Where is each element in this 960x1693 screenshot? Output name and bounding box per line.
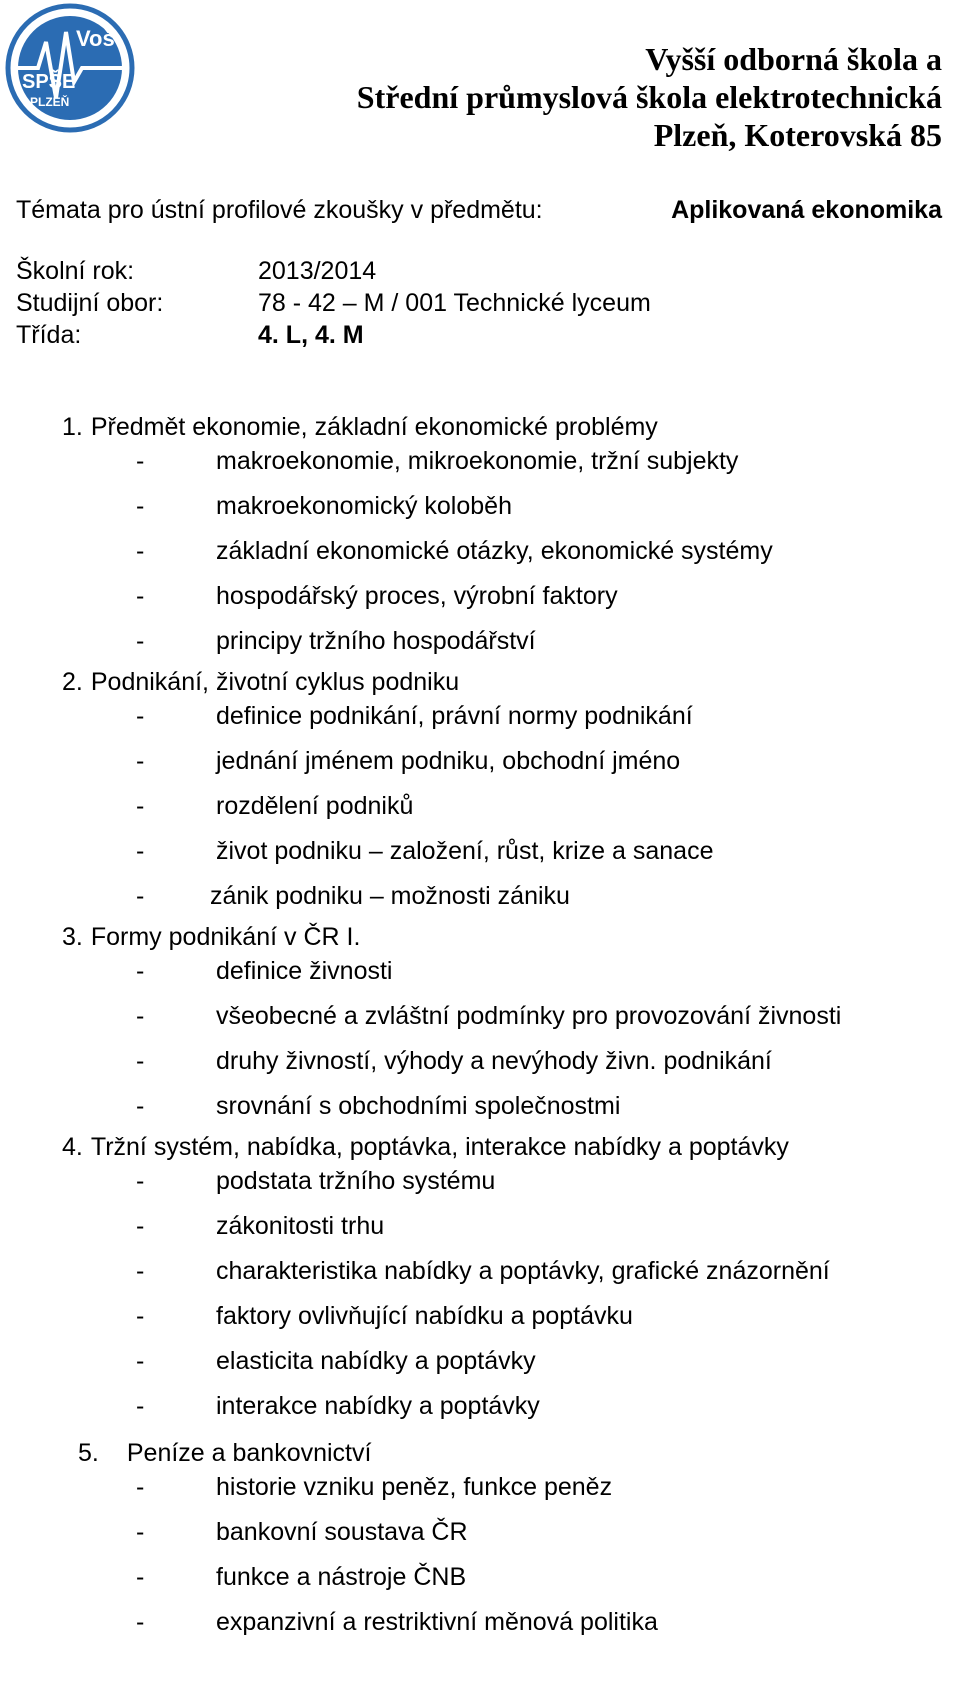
list-item-text: zákonitosti trhu: [216, 1212, 385, 1240]
list-item-text: rozdělení podniků: [216, 792, 414, 820]
list-item-text: definice živnosti: [216, 957, 393, 985]
list-item-text: život podniku – založení, růst, krize a sanace: [216, 837, 714, 865]
bullet-dash: -: [136, 1092, 145, 1120]
bullet-dash: -: [136, 1047, 145, 1075]
list-item-text: makroekonomie, mikroekonomie, tržní subjekty: [216, 447, 739, 475]
bullet-dash: -: [136, 1392, 145, 1420]
study-field-value: 78 - 42 – M / 001 Technické lyceum: [258, 289, 651, 317]
list-item-text: interakce nabídky a poptávky: [216, 1392, 540, 1420]
list-item-text: základní ekonomické otázky, ekonomické systémy: [216, 537, 773, 565]
topic-title-text: Tržní systém, nabídka, poptávka, interakce nabídky a poptávky: [90, 1133, 789, 1161]
topic-title-text: Předmět ekonomie, základní ekonomické problémy: [90, 413, 658, 441]
study-field-label: Studijní obor:: [16, 289, 164, 317]
topic-number: 5.: [78, 1439, 99, 1467]
list-item-text: zánik podniku – možnosti zániku: [210, 882, 570, 910]
bullet-dash: -: [136, 1002, 145, 1030]
school-logo: [4, 2, 136, 134]
bullet-dash: -: [136, 1518, 145, 1546]
list-item-text: srovnání s obchodními společnostmi: [216, 1092, 621, 1120]
logo-text-vos: Voš: [76, 26, 115, 51]
list-item-text: makroekonomický koloběh: [216, 492, 512, 520]
topic-number: 4.: [62, 1133, 83, 1161]
bullet-dash: -: [136, 537, 145, 565]
topic-title-text: Formy podnikání v ČR I.: [90, 923, 361, 951]
bullet-dash: -: [136, 1302, 145, 1330]
subject-value: Aplikovaná ekonomika: [671, 196, 942, 224]
subject-label: Témata pro ústní profilové zkoušky v předmětu:: [16, 196, 543, 224]
list-item-text: definice podnikání, právní normy podnikání: [216, 702, 693, 730]
bullet-dash: -: [136, 747, 145, 775]
logo-text-plzen: PLZEŇ: [30, 95, 70, 109]
bullet-dash: -: [136, 837, 145, 865]
list-item-text: druhy živností, výhody a nevýhody živn. podnikání: [216, 1047, 772, 1075]
bullet-dash: -: [136, 1563, 145, 1591]
topic-title-4: [62, 1132, 789, 1162]
list-item-text: funkce a nástroje ČNB: [216, 1563, 467, 1591]
list-item-text: podstata tržního systému: [216, 1167, 496, 1195]
topic-title-2: [62, 667, 459, 697]
topic-number: 3.: [62, 923, 83, 951]
bullet-dash: -: [136, 702, 145, 730]
list-item-text: jednání jménem podniku, obchodní jméno: [216, 747, 681, 775]
topic-title-1: [62, 412, 658, 442]
class-label: Třída:: [16, 321, 82, 349]
bullet-dash: -: [136, 1347, 145, 1375]
list-item-text: faktory ovlivňující nabídku a poptávku: [216, 1302, 633, 1330]
topic-title-5: [78, 1438, 371, 1468]
topic-number: 1.: [62, 413, 83, 441]
bullet-dash: -: [136, 582, 145, 610]
school-name: [357, 40, 942, 154]
school-name-line-3: Plzeň, Koterovská 85: [653, 117, 942, 153]
bullet-dash: -: [136, 1167, 145, 1195]
class-value: 4. L, 4. M: [258, 321, 364, 349]
topic-title-text: Peníze a bankovnictví: [126, 1439, 372, 1467]
school-name-line-1: Vyšší odborná škola a: [645, 41, 942, 77]
bullet-dash: -: [136, 1212, 145, 1240]
logo-text-spse: SPŠE: [22, 71, 76, 93]
bullet-dash: -: [136, 492, 145, 520]
bullet-dash: -: [136, 792, 145, 820]
bullet-dash: -: [136, 957, 145, 985]
topic-title-text: Podnikání, životní cyklus podniku: [90, 668, 460, 696]
list-item-text: expanzivní a restriktivní měnová politika: [216, 1608, 658, 1636]
list-item-text: všeobecné a zvláštní podmínky pro provozování živnosti: [216, 1002, 842, 1030]
bullet-dash: -: [136, 627, 145, 655]
list-item-text: bankovní soustava ČR: [216, 1518, 468, 1546]
bullet-dash: -: [136, 1257, 145, 1285]
list-item-text: charakteristika nabídky a poptávky, grafické znázornění: [216, 1257, 830, 1285]
bullet-dash: -: [136, 1473, 145, 1501]
bullet-dash: -: [136, 447, 145, 475]
list-item-text: hospodářský proces, výrobní faktory: [216, 582, 618, 610]
list-item-text: principy tržního hospodářství: [216, 627, 536, 655]
list-item-text: elasticita nabídky a poptávky: [216, 1347, 536, 1375]
bullet-dash: -: [136, 882, 145, 910]
school-name-line-2: Střední průmyslová škola elektrotechnická: [356, 79, 942, 115]
school-year-value: 2013/2014: [258, 257, 377, 285]
topic-title-3: [62, 922, 360, 952]
school-year-label: Školní rok:: [16, 257, 135, 285]
list-item-text: historie vzniku peněz, funkce peněz: [216, 1473, 613, 1501]
topic-number: 2.: [62, 668, 83, 696]
bullet-dash: -: [136, 1608, 145, 1636]
